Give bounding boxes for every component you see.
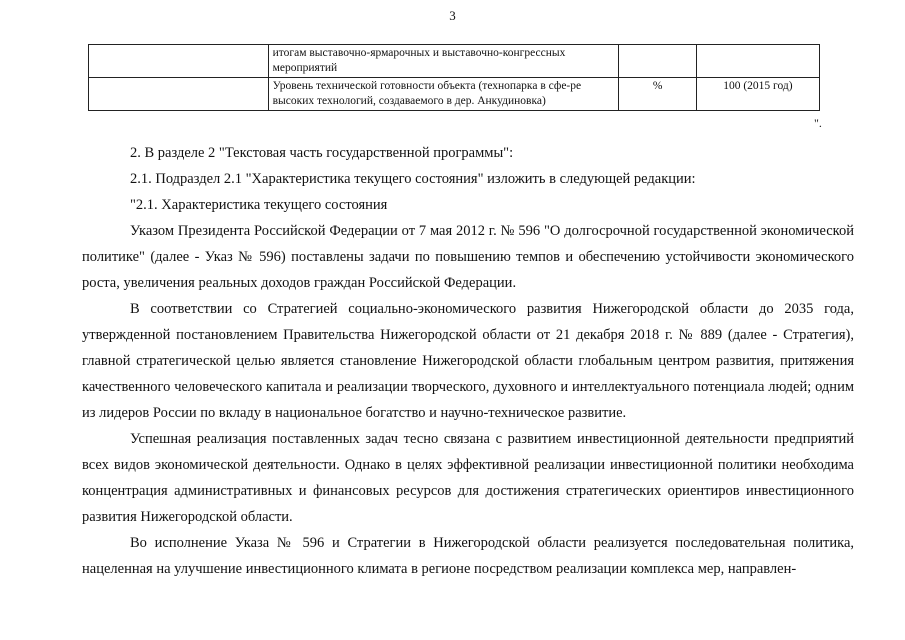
paragraph: Указом Президента Российской Федерации от 7 мая 2012 г. № 596 "О долгосрочной государственной экономической политике" (далее - Указ № 596) поставлены задачи по повышению темпов и обеспечению устойчивости экономического роста, увеличения реальных доходов граждан Российской Федерации. [82, 223, 854, 291]
table-cell-value [696, 45, 819, 78]
table-cell-name: итогам выставочно-ярмарочных и выставочно-конгрессных мероприятий [268, 45, 619, 78]
paragraph: Успешная реализация поставленных задач тесно связана с развитием инвестиционной деятельности предприятий всех видов экономической деятельности. Однако в целях эффективной реализации инвестиционной политики необходима концентрация административных и финансовых ресурсов для достижения стратегических ориентиров инвестиционного развития Нижегородской области. [82, 431, 854, 525]
paragraph: 2.1. Подраздел 2.1 "Характеристика текущего состояния" изложить в следующей редакции: [130, 171, 696, 187]
indicators-table [88, 44, 820, 111]
table-cell-name: Уровень технической готовности объекта (технопарка в сфе-ре высоких технологий, создаваемого в дер. Анкудиновка) [268, 78, 619, 111]
table-row [89, 78, 820, 111]
table-cell-value: 100 (2015 год) [696, 78, 819, 111]
table-cell-blank [89, 78, 269, 111]
table-row [89, 45, 820, 78]
document-body [82, 140, 854, 582]
table-cell-blank [89, 45, 269, 78]
paragraph: Во исполнение Указа № 596 и Стратегии в Нижегородской области реализуется последовательная политика, нацеленная на улучшение инвестиционного климата в регионе посредством реализации комплекса мер, направлен- [82, 535, 854, 577]
paragraph: В соответствии со Стратегией социально-экономического развития Нижегородской области до 2035 года, утвержденной постановлением Правительства Нижегородской области от 21 декабря 2018 г. № 889 (далее - Стратегия), главной стратегической целью является становление Нижегородской области глобальным центром развития, притяжения качественного человеческого капитала и реализации творческого, духовного и интеллектуального потенциала людей; одним из лидеров России по вкладу в национальное богатство и научно-техническое развитие. [82, 301, 854, 421]
page-number: 3 [449, 8, 456, 23]
table-cell-unit: % [619, 78, 696, 111]
paragraph: 2. В разделе 2 "Текстовая часть государственной программы": [130, 145, 514, 161]
table-closing-mark: ". [814, 116, 822, 130]
paragraph: "2.1. Характеристика текущего состояния [130, 197, 388, 213]
table-cell-unit [619, 45, 696, 78]
